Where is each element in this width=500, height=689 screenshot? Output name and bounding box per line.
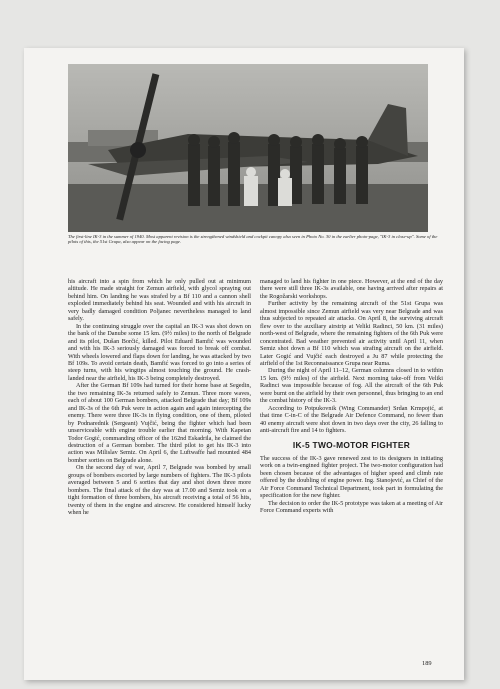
- paragraph: Further activity by the remaining aircraft of the 51st Grupa was almost impossible since Zemun airfield was very near Belgrade and was thus subjected to repeated air attacks. On April 8, the surviving aircraft flew over to the auxiliary airstrip at Veliki Radinci, 50 km. (31 miles) north-west of Belgrade, where the remaining fighters of the 6th Puk were concentrated. Bad weather prevented air activity until April 11, when Semiz shot down a Bf 110 which was strafing aircraft on the airfield. Later Gogić and Vujčić each destroyed a Ju 87 while protecting the airfield of the 1st Reconnaissance Grupa near Ruma.: [260, 300, 443, 367]
- book-page: [24, 48, 464, 680]
- paragraph: The decision to order the IK-5 prototype was taken at a meeting of Air Force Command experts with: [260, 499, 443, 515]
- paragraph: his aircraft into a spin from which he only pulled out at minimum altitude. He made straight for Zemun airfield, with glycol spraying out behind him. On landing he was strafed by a Bf 110 and a cannon shell exploded immediately behind his seat. Wounded and with his aircraft in very badly damaged condition Poljanec nevertheless managed to land safely.: [68, 278, 251, 323]
- paragraph: The success of the IK-3 gave renewed zest to its designers in initiating work on a twin-engined fighter project. The two-motor configuration had been chosen because of the advantages of higher speed and climb rate offered by the doubling of engine power. Ing. Stanojević, as Chief of the Air Force Command Technical Department, took part in formulating the specification for the new fighter.: [260, 454, 443, 500]
- paragraph: On the second day of war, April 7, Belgrade was bombed by small groups of bombers escorted by large numbers of fighters. The IK-3 pilots averaged between 5 and 6 sorties that day and shot down three more bombers. The final attack of the day was at 17.00 and Semiz took on a tight formation of three bombers, his aircraft receiving a total of 56 hits, twenty of them in the engine and airscrew. He considered himself lucky when he: [68, 464, 251, 517]
- left-column: [68, 278, 251, 517]
- paragraph: During the night of April 11–12, German columns closed in to within 15 km. (9½ miles) of the airfield. Next morning take-off from Veliki Radinci was impossible because of fog. All the aircraft of the 6th Puk were burnt on the airfield by their own personnel, thus bringing to an end the combat history of the IK-3.: [260, 367, 443, 405]
- paragraph: In the continuing struggle over the capital an IK-3 was shot down on the bank of the Danube some 15 km. (9½ miles) to the north of Belgrade and its pilot, Dušan Borčić, killed. Pilot Eduard Bamfić was wounded and with his IK-3 seriously damaged was forced to break off combat. With wheels lowered and flaps down for landing, he was attacked by two Bf 109s. To avoid certain death, Bamfić was forced to go into a series of steep turns, with his wingtips almost touching the ground. He crash-landed near the airfield, his IK-3 being completely destroyed.: [68, 322, 251, 382]
- photo-caption: The first-line IK-3 in the summer of 1940. Most apparent revision is the strengthened windshield and cockpit canopy also seen in Photo No. 30 in the earlier photo-page, "IK-3 in close-up". Some of the pilots of this, the 51st Grupa, also appear on the facing page.: [68, 234, 438, 245]
- page-number: 189: [422, 660, 432, 667]
- ik3-group-photo: [68, 64, 428, 232]
- right-column: [260, 278, 443, 515]
- paragraph: After the German Bf 109s had turned for their home base at Segedin, the two remaining IK-3s returned safely to Zemun. Three more waves, each of about 100 German bombers, attacked Belgrade that day; Bf 109s and IK-3s of the 6th Puk were in action again and again intercepting the enemy. There were three IK-3s in flying condition, one of them, piloted by Podnarednik (Sergeant) Vujčić, being the fighter which had been unserviceable with engine trouble earlier that morning. With Kapetan Todor Gogić, commanding officer of the 162nd Eskadrila, he claimed the destruction of a German bomber. The third pilot to get his IK-3 into action was Milislav Semiz. On April 6, the Luftwaffe had mounted 484 bomber sorties on Belgrade alone.: [68, 382, 251, 464]
- paragraph: managed to land his fighter in one piece. However, at the end of the day there were still three IK-3s available, one having arrived after repairs at the Rogožarski workshops.: [260, 278, 443, 300]
- section-heading: IK-5 TWO-MOTOR FIGHTER: [292, 439, 411, 450]
- paragraph: According to Potpukovnik (Wing Commander) Srdan Krmpojić, at that time C-in-C of the Belgrade Air Defence Command, no fewer than 40 enemy aircraft were shot down in two days over the city, 26 falling to anti-aircraft fire and 14 to fighters.: [260, 404, 443, 435]
